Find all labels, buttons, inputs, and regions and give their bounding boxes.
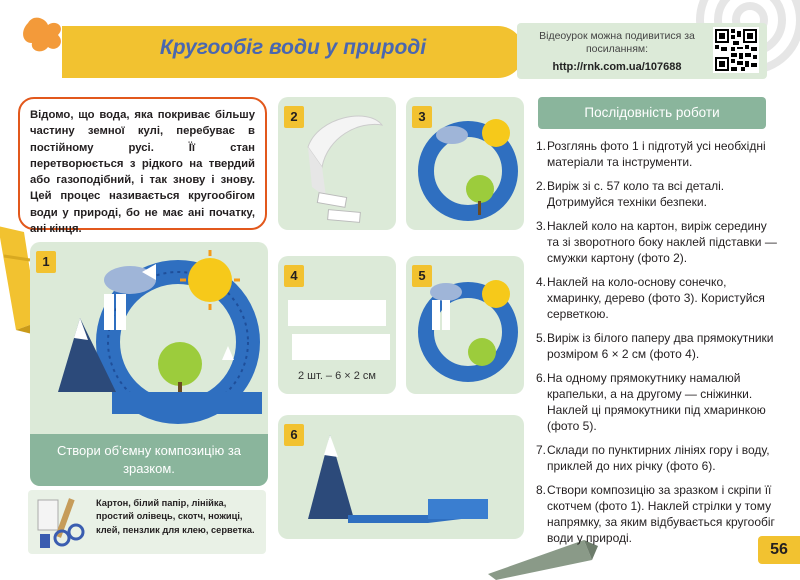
- photo-4-caption: 2 шт. – 6 × 2 см: [298, 370, 376, 382]
- materials-text: Картон, білий папір, лінійка, простий олівець, скотч, ножиці, клей, пензлик для клею, серветка.: [96, 498, 255, 535]
- circle-stand-image: [278, 97, 396, 230]
- page-number: 56: [758, 536, 800, 564]
- video-url[interactable]: http://rnk.com.ua/107688: [552, 61, 682, 73]
- video-link-box: [517, 23, 767, 79]
- page-title: Кругообіг води у природі: [159, 36, 427, 59]
- photo-number: 4: [284, 265, 304, 287]
- qr-code-icon[interactable]: [713, 27, 759, 73]
- circle-with-sun-cloud-tree-image: [406, 97, 524, 230]
- sequence-list: [536, 138, 782, 554]
- circle-with-rain-snow-image: [406, 256, 524, 394]
- list-item: 1. Розглянь фото 1 і підготуй усі необхідні матеріали та інструменти.: [536, 139, 766, 169]
- photo-6: [278, 415, 524, 539]
- list-item: 4. Наклей на коло-основу сонечко, хмаринку, дерево (фото 3). Користуйся серветкою.: [536, 275, 765, 321]
- list-item: 2. Виріж зі с. 57 коло та всі деталі. Дотримуйся техніки безпеки.: [536, 179, 725, 209]
- water-cycle-model-image: [30, 242, 268, 434]
- list-item: 8. Створи композицію за зразком і скріпи її скотчем (фото 1). Наклей стрілки у тому напрямку, за яким відбувається кругообіг води у природі.: [536, 483, 775, 545]
- photo-2: [278, 97, 396, 230]
- photo-3: [406, 97, 524, 230]
- orange-blob-decoration: [20, 15, 66, 55]
- materials-icon: [32, 494, 92, 550]
- photo-5: [406, 256, 524, 394]
- paper-rectangle: [288, 300, 386, 326]
- paper-rectangle: [292, 334, 390, 360]
- video-text: Відеоурок можна подивитися за посиланням:: [539, 30, 695, 55]
- photo-4: [278, 256, 396, 394]
- list-item: 7. Склади по пунктирних лініях гору і воду, приклей до них річку (фото 6).: [536, 443, 770, 473]
- list-item: 3. Наклей коло на картон, виріж середину та зі зворотного боку наклей підставки — смужки картону (фото 2).: [536, 219, 777, 265]
- list-item: 5. Виріж із білого паперу два прямокутники розміром 6 × 2 см (фото 4).: [536, 331, 774, 361]
- photo-number: 2: [284, 106, 304, 128]
- photo-1: [30, 242, 268, 486]
- intro-text: Відомо, що вода, яка покриває більшу частину земної кулі, перебуває в постійному русі. Її стан перетворюється з рідкого на твердий або газоподібний, і так знову і знову. Цей процес називається кругообігом води у природі, бо не має ані початку, ані кінця.: [18, 97, 267, 230]
- title-bar: [62, 26, 524, 78]
- photo-number: 6: [284, 424, 304, 446]
- photo-1-caption: Створи об’ємну композицію за зразком.: [30, 434, 268, 486]
- sequence-header: Послідовність роботи: [538, 97, 766, 129]
- list-item: 6. На одному прямокутнику намалюй крапельки, а на другому — сніжинки. Наклей ці прямокутники під хмаринкою (фото 5).: [536, 371, 766, 433]
- photo-number: 5: [412, 265, 432, 287]
- materials-box: [28, 490, 266, 554]
- mountain-river-image: [278, 415, 524, 539]
- photo-number: 1: [36, 251, 56, 273]
- photo-number: 3: [412, 106, 432, 128]
